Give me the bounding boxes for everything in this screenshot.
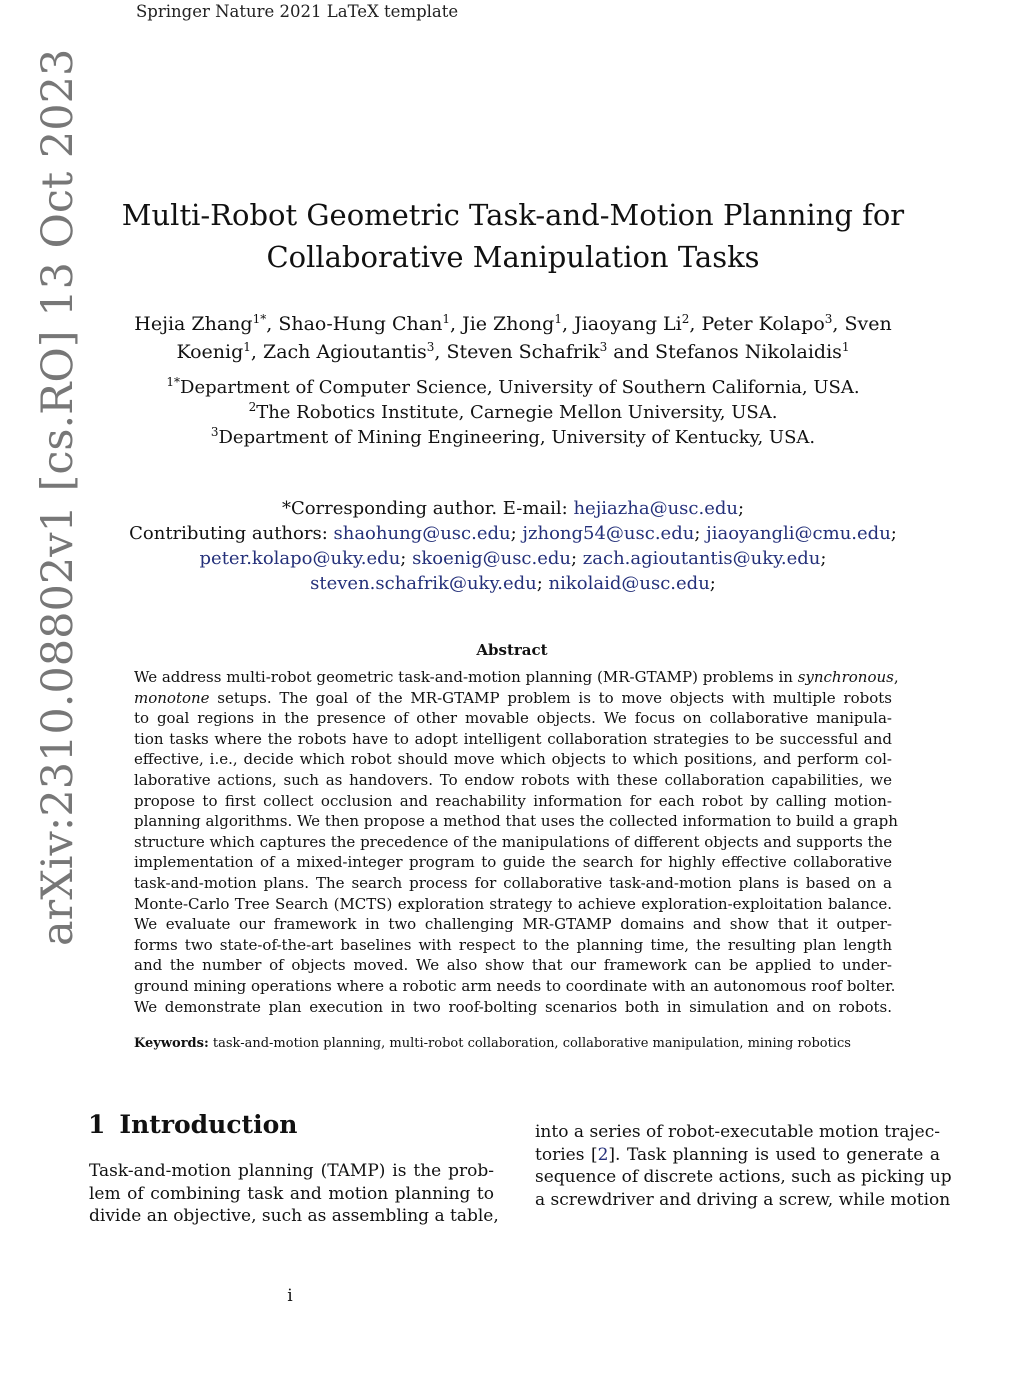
abstract-line: to goal regions in the presence of other movable objects. We focus on collaborative manipula-: [134, 709, 892, 728]
abstract-line: implementation of a mixed-integer program to guide the search for highly effective collaborative: [134, 853, 892, 872]
contributing-line-2: peter.kolapo@uky.edu; skoenig@usc.edu; zach.agioutantis@uky.edu;: [199, 548, 827, 569]
correspondence-block: [100, 496, 926, 596]
abstract-line: and the number of objects moved. We also show that our framework can be applied to under-: [134, 956, 892, 975]
email-link[interactable]: zach.agioutantis@uky.edu: [582, 548, 821, 569]
affiliation-text: Department of Computer Science, University of Southern California, USA.: [180, 377, 860, 398]
abstract-line: propose to first collect occlusion and reachability information for each robot by calling motion-: [134, 791, 892, 810]
abstract-body: [134, 667, 899, 1017]
abstract-line: Monte-Carlo Tree Search (MCTS) exploration strategy to achieve exploration-exploitation balance.: [134, 894, 892, 913]
intro-line: a screwdriver and driving a screw, while motion: [535, 1189, 951, 1210]
affiliation-sup: 1*: [166, 375, 181, 389]
email-link[interactable]: peter.kolapo@uky.edu: [199, 548, 401, 569]
author-name: Zach Agioutantis: [263, 341, 427, 363]
author-sup: 1: [243, 340, 251, 354]
section-title: Introduction: [119, 1110, 298, 1139]
author-line-1: Hejia Zhang$^{1*}$, Shao-Hung Chan$^1$, Jie Zhong$^1$, Jiaoyang Li$^2$, Peter Kolapo$^3$, Sven: [134, 312, 892, 335]
title-line-2: Collaborative Manipulation Tasks: [266, 240, 760, 274]
author-list: [100, 310, 926, 366]
author-sup: 3: [426, 340, 435, 354]
intro-line: into a series of robot-executable motion trajec-: [535, 1122, 940, 1142]
affiliation-sup: 2: [248, 400, 257, 414]
intro-line: divide an objective, such as assembling a table,: [89, 1206, 499, 1227]
affiliation-sup: 3: [210, 425, 219, 439]
citation-link[interactable]: 2: [597, 1144, 609, 1165]
author-sup: 3: [824, 312, 833, 326]
abstract-line: structure which captures the precedence of the manipulations of different objects and supports the: [134, 832, 893, 851]
author-line-2: Koenig$^1$, Zach Agioutantis$^3$, Steven Schafrik$^3$ and Stefanos Nikolaidis$^1$: [176, 340, 850, 363]
email-link[interactable]: nikolaid@usc.edu: [548, 573, 710, 594]
running-header: Springer Nature 2021 LaTeX template: [136, 2, 459, 21]
abstract-heading: Abstract: [476, 641, 548, 659]
paper-title: [120, 194, 906, 278]
author-name: Steven Schafrik: [446, 341, 600, 363]
email-link[interactable]: jiaoyangli@cmu.edu: [706, 523, 891, 544]
corresponding-label: *Corresponding author. E-mail:: [281, 498, 568, 519]
abstract-line: We address multi-robot geometric task-and-motion planning (MR-GTAMP) problems in synchronous,: [134, 668, 899, 686]
author-sup: 1: [554, 312, 562, 326]
intro-line: sequence of discrete actions, such as picking up: [535, 1167, 952, 1188]
intro-line: tories [2]. Task planning is used to generate a: [535, 1144, 941, 1165]
corresponding-author-line: *Corresponding author. E-mail: hejiazha@usc.edu;: [281, 498, 745, 519]
affiliation-text: The Robotics Institute, Carnegie Mellon University, USA.: [256, 402, 778, 423]
author-sup: 3: [599, 340, 608, 354]
affiliation-list: [100, 375, 926, 450]
author-sup: 1: [841, 340, 850, 354]
abstract-line: We demonstrate plan execution in two roof-bolting scenarios both in simulation and on robots.: [134, 997, 892, 1016]
affiliation-1: [100, 375, 926, 400]
keywords: [134, 1035, 914, 1053]
intro-column-right: [535, 1121, 952, 1211]
keywords-text: task-and-motion planning, multi-robot collaboration, collaborative manipulation, mining robotics: [212, 1036, 851, 1051]
intro-column-left: [89, 1160, 499, 1228]
email-link[interactable]: jzhong54@usc.edu: [522, 523, 695, 544]
contributing-line-3: steven.schafrik@uky.edu; nikolaid@usc.edu;: [310, 573, 716, 594]
page-number: i: [287, 1286, 293, 1306]
affiliation-3: [100, 425, 926, 450]
affiliation-2: [100, 400, 926, 425]
author-name: Shao-Hung Chan: [278, 313, 443, 335]
intro-line: Task-and-motion planning (TAMP) is the prob-: [89, 1161, 494, 1181]
abstract-line: tion tasks where the robots have to adopt intelligent collaboration strategies to be successful and: [134, 729, 892, 748]
contributing-label: Contributing authors:: [129, 523, 328, 544]
email-link[interactable]: hejiazha@usc.edu: [573, 498, 738, 519]
abstract-line: We evaluate our framework in two challenging MR-GTAMP domains and show that it outper-: [134, 915, 892, 934]
title-line-1: Multi-Robot Geometric Task-and-Motion Planning for: [121, 198, 905, 232]
abstract-line: laborative actions, such as handovers. To endow robots with these collaboration capabilities, we: [134, 770, 892, 789]
section-number: 1: [88, 1110, 106, 1139]
email-link[interactable]: skoenig@usc.edu: [412, 548, 571, 569]
author-name: Stefanos Nikolaidis: [655, 341, 842, 363]
abstract-line: forms two state-of-the-art baselines with respect to the planning time, the resulting plan length: [134, 935, 892, 954]
abstract-line: monotone setups. The goal of the MR-GTAMP problem is to move objects with multiple robots: [134, 688, 892, 707]
author-sup: 1*: [252, 312, 267, 326]
email-link[interactable]: steven.schafrik@uky.edu: [310, 573, 537, 594]
author-sup: 1: [442, 312, 450, 326]
author-name-last: Koenig: [176, 341, 244, 363]
author-name: Hejia Zhang: [134, 313, 253, 335]
arxiv-identifier: arXiv:2310.08802v1 [cs.RO] 13 Oct 2023: [33, 48, 83, 946]
abstract-line: planning algorithms. We then propose a method that uses the collected information to build a graph: [134, 812, 898, 831]
affiliation-text: Department of Mining Engineering, University of Kentucky, USA.: [218, 427, 816, 448]
author-name: Jiaoyang Li: [574, 313, 682, 335]
abstract-line: task-and-motion plans. The search process for collaborative task-and-motion plans is based on a: [134, 873, 892, 892]
abstract-line: effective, i.e., decide which robot should move which objects to which positions, and perform col-: [134, 750, 892, 769]
contributing-line-1: Contributing authors: shaohung@usc.edu; jzhong54@usc.edu; jiaoyangli@cmu.edu;: [129, 523, 897, 544]
abstract-line: ground mining operations where a robotic arm needs to coordinate with an autonomous roof bolter.: [134, 976, 896, 995]
author-sup: 2: [681, 312, 690, 326]
email-link[interactable]: shaohung@usc.edu: [333, 523, 511, 544]
author-name-first: Sven: [844, 313, 892, 335]
keywords-label: Keywords:: [134, 1036, 209, 1051]
author-conjunction: and: [613, 341, 649, 363]
author-name: Peter Kolapo: [701, 313, 825, 335]
section-heading: [88, 1110, 297, 1139]
author-name: Jie Zhong: [462, 313, 555, 335]
intro-line: lem of combining task and motion planning to: [89, 1183, 494, 1204]
